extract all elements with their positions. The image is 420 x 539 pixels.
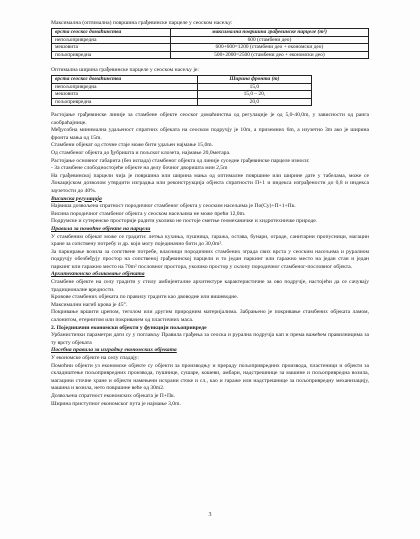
paragraph: Покривање вршити црепом, теголом или другим природним материјалима. Забрањено је покривање стамбених објеката ламом, салонитом, етернитом или покривачем од пластичних маса. bbox=[51, 309, 369, 324]
paragraph: Растојање основног габарита (без испада) стамбеног објекта од линије суседне грађевинске парцеле износи: bbox=[51, 157, 310, 164]
paragraph: Стамбени објекат од сточне стаје може бити удаљен најмање 15,0m. bbox=[51, 142, 214, 149]
table-cell: непољопривредна bbox=[52, 36, 171, 44]
paragraph: Максимални нагиб крова је 45°. bbox=[51, 301, 128, 308]
paragraph: Кровове стамбених објеката по правилу градити као двоводне или вишеводне. bbox=[51, 294, 239, 301]
width-table-caption: Оптимална ширина грађевинске парцеле у сеоском насељу је: bbox=[51, 67, 199, 73]
table-cell: мешовита bbox=[52, 44, 171, 52]
paragraph: Стамбене објекте на селу градити у стилу амбијенталне архитектуре карактеристичне за ово подручје, настојећи да се сачувају традиционалне вредности. bbox=[51, 279, 369, 293]
table-row bbox=[52, 36, 369, 44]
table-header-cell: врста сеоског домаћинства bbox=[52, 76, 198, 84]
table-header-cell: Ширина фронта (m) bbox=[197, 76, 311, 84]
table-cell: 500+2000=2500 (стамбени део + економски део) bbox=[170, 51, 368, 59]
table-cell: 15,0 bbox=[197, 83, 311, 91]
paragraph: На грађевинској парцели чија је површина или ширина мања од оптималне површине или ширине дате у табелама, може се Локацијском дозволом утврдити изградња или реконструкција објекта спратности П+1 и индекса изграђености до 0,8 и индекса заузетости до 40%. bbox=[51, 172, 369, 194]
section-heading: Архитектонско обликовање објеката bbox=[51, 271, 145, 278]
paragraph: Међусобна минимална удаљеност спратних објеката на сеоском подручју је 10m, а приземних 6m, а изузетно 3m ако је ширина фронта мања од 15m. bbox=[51, 127, 369, 141]
table-cell: мешовита bbox=[52, 91, 198, 99]
paragraph: Подрумске и сутеренске просторије радити уколико не постоје сметње геомеханичке и хидротехничке природе. bbox=[51, 218, 318, 225]
paragraph: У економске објекте на селу спадају: bbox=[51, 355, 139, 361]
area-table bbox=[51, 28, 369, 59]
table-cell: 600+600=1200 (стамбени део + економски део) bbox=[170, 44, 368, 52]
table-row bbox=[52, 44, 369, 52]
section-heading: Посебна правила за изградњу економских објеката bbox=[51, 347, 177, 354]
paragraph: У стамбеним објекат може се градити: летња кухиња, пушница, гаража, остава, бунари, ограде, санитарни пропусници, магацин хране за сопствену потребу и др. који могу појединачно бити до 30,0m². bbox=[51, 233, 369, 248]
paragraph: Растојање грађевинске линије за стамбене објекте сеоског домаћинства од регулације је од 5,0-40,0m, у зависности од ранга саобраћајнице. bbox=[51, 112, 369, 126]
table-cell: 20,0 bbox=[197, 98, 311, 106]
paragraph: Дозвољена спратност економских објеката је П+Пк. bbox=[51, 392, 176, 399]
table-header-row bbox=[52, 29, 369, 37]
paragraph: Највиша дозвољена спратност породичног стамбеног објекта у сеоским насељима је По(Су)+П+1+Пк. bbox=[51, 203, 296, 210]
paragraph: Од стамбеног објекта до ђубришта и пољског клозета, најмање 20,0метара. bbox=[51, 149, 231, 156]
paragraph: Ширина приступног економског пута је најмање 3,0m. bbox=[51, 400, 181, 407]
paragraph: Помоћни објекти уз економске објекте су објекти за производњу и прераду пољопривредних производа, пластеници и објекти за складиштење пољопривредних производа, пушнице, сушаре, кошеви, амбари, надстрешнице за машине и пољопривредна возила, магацини сточне хране и објекти намењени исхрани стоке и сл., као и гараже или надстрешнице за пољопривредну механизацију, машина и возила, нето површине веће од 30m2. bbox=[51, 362, 369, 392]
page-number: 3 bbox=[208, 512, 212, 518]
table-cell: пољопривредна bbox=[52, 51, 171, 59]
table-cell: 15,0 – 20, bbox=[197, 91, 311, 99]
paragraph: Урбанистички параметри дати су у поглављу Правила грађења за сеоска и рурална подручја кап и према важећем правилницима за ту врсту објеката bbox=[51, 332, 369, 346]
table-header-cell: максимална површина грађевинске парцеле (m²) bbox=[170, 29, 368, 37]
section-heading: 2. Појединачни економски објекти у функцији пољопривреде bbox=[51, 324, 207, 331]
area-table-caption: Максимална (оптимална) површина грађевинске парцеле у сеоском насељу: bbox=[51, 20, 233, 26]
table-row bbox=[52, 91, 312, 99]
table-cell: непољопривредна bbox=[52, 83, 198, 91]
width-table bbox=[51, 75, 312, 106]
table-header-row bbox=[52, 76, 312, 84]
section-heading: Висинска регулација bbox=[51, 195, 102, 202]
paragraph: - За стамбене слободностојеће објекте на делу бочног дворишта мин 2,5m bbox=[51, 165, 228, 172]
table-row bbox=[52, 98, 312, 106]
table-row bbox=[52, 83, 312, 91]
body-text bbox=[51, 112, 369, 408]
table-header-cell: врста сеоског домаћинства bbox=[52, 29, 171, 37]
table-cell: пољопривредна bbox=[52, 98, 198, 106]
paragraph: Висина породичног стамбеног објекта у сеоском насељима не може прећи 12,0m. bbox=[51, 210, 246, 217]
table-row bbox=[52, 51, 369, 59]
section-heading: Правила за помоћне објекте на парцели bbox=[51, 225, 151, 232]
table-cell: 600 (стамбени део) bbox=[170, 36, 368, 44]
paragraph: За паркирање возила за сопствене потребе, власници породичних стамбених зграда свих врста у сеоским насељима и руралном подручју обезбеђују простор на сопственој грађевинској парцели и то један паркинг или гаражно место на један стан и један паркинг или гаражно место на 70m² пословног простора, уколико простор у склопу породичног стамбеног-пословног објекта. bbox=[51, 248, 369, 270]
document-body bbox=[51, 20, 369, 408]
